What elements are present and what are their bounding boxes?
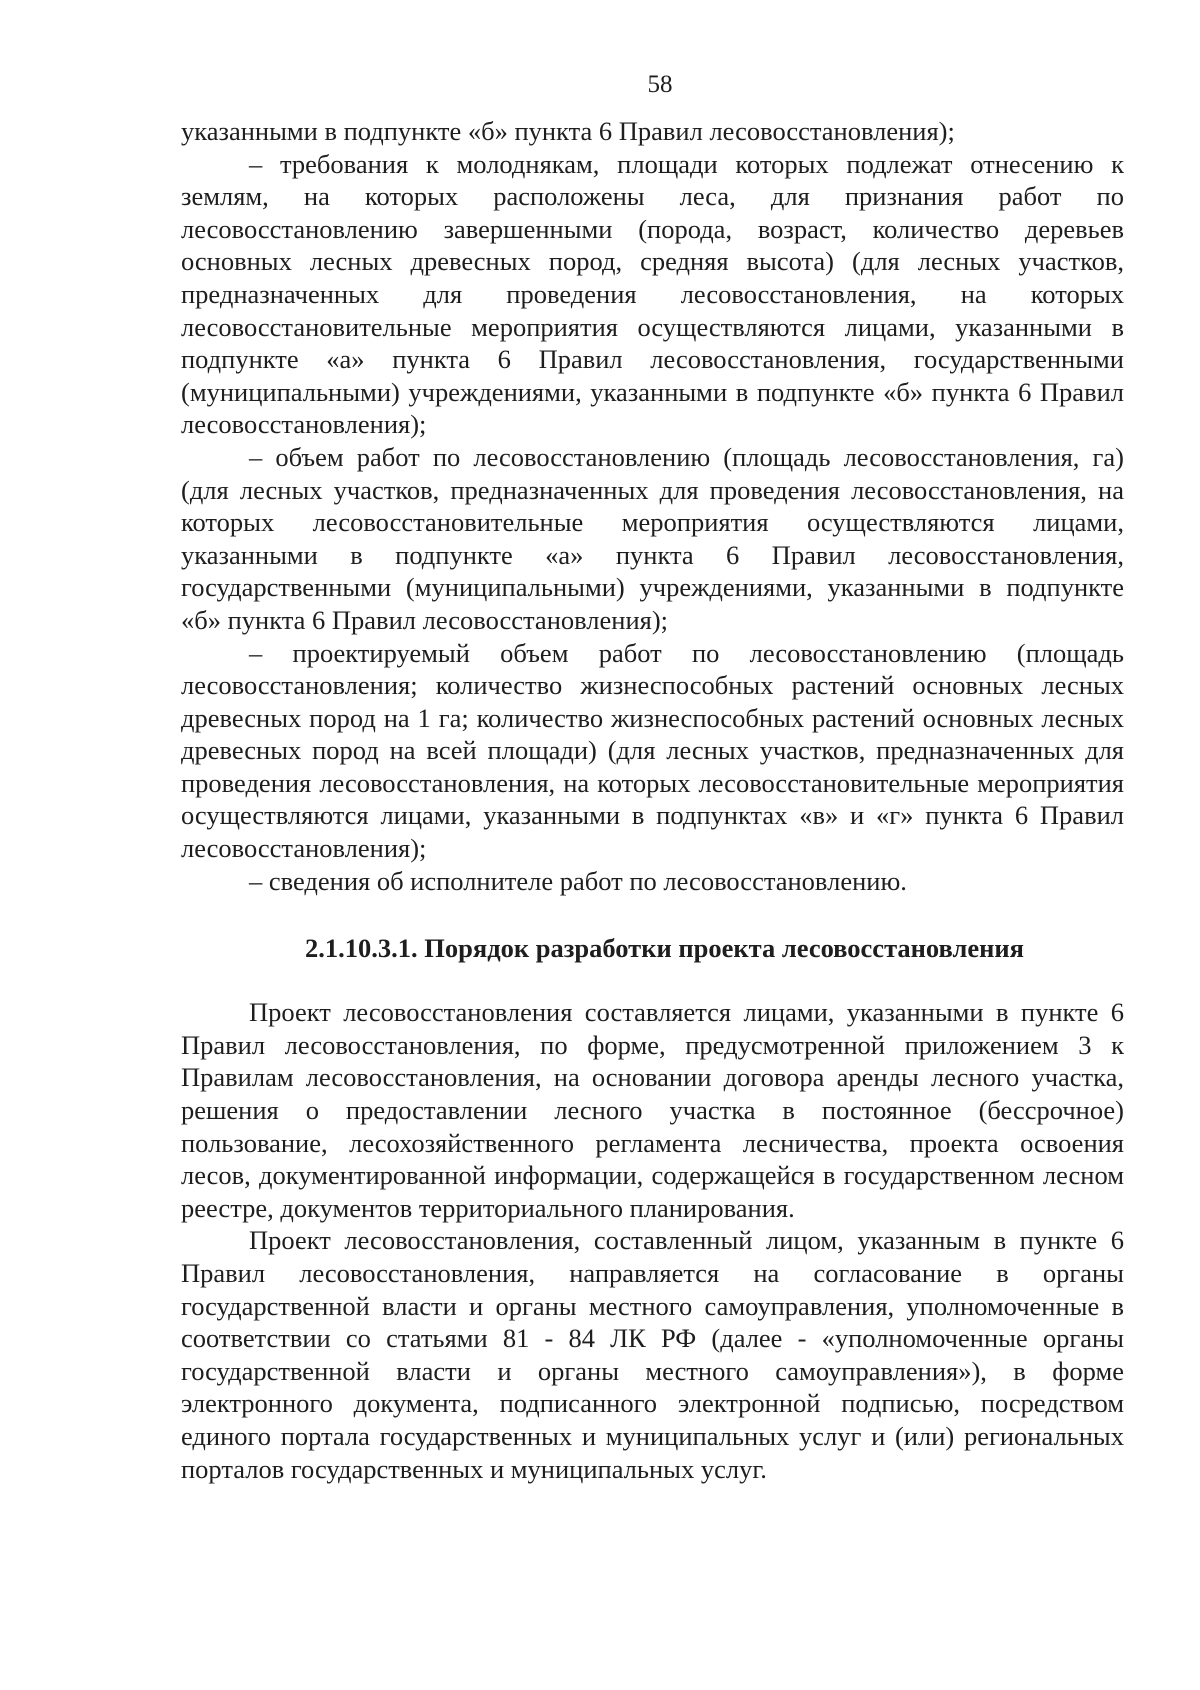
- list-item-young-stand-requirements: – требования к молоднякам, площади которых подлежат отнесению к землям, на которых расположены леса, для признания работ по лесовосстановлению завершенными (порода, возраст, количество деревьев основных лесных древесных пород, средняя высота) (для лесных участков, предназначенных для проведения лесовосстановления, на которых лесовосстановительные мероприятия осуществляются лицами, указанными в подпункте «а» пункта 6 Правил лесовосстановления, государственными (муниципальными) учреждениями, указанными в подпункте «б» пункта 6 Правил лесовосстановления);: [181, 148, 1124, 440]
- section-paragraph-drafting: Проект лесовосстановления составляется лицами, указанными в пункте 6 Правил лесовосстановления, по форме, предусмотренной приложением 3 к Правилам лесовосстановления, на основании договора аренды лесного участка, решения о предоставлении лесного участка в постоянное (бессрочное) пользование, лесохозяйственного регламента лесничества, проекта освоения лесов, документированной информации, содержащейся в государственном лесном реестре, документов территориального планирования.: [181, 997, 1124, 1223]
- list-item-work-volume: – объем работ по лесовосстановлению (площадь лесовосстановления, га) (для лесных участков, предназначенных для проведения лесовосстановления, на которых лесовосстановительные мероприятия осуществляются лицами, указанными в подпункте «а» пункта 6 Правил лесовосстановления, государственными (муниципальными) учреждениями, указанными в подпункте «б» пункта 6 Правил лесовосстановления);: [181, 441, 1124, 635]
- paragraph-continuation: указанными в подпункте «б» пункта 6 Правил лесовосстановления);: [181, 116, 955, 146]
- list-item-contractor-info: – сведения об исполнителе работ по лесовосстановлению.: [249, 865, 907, 896]
- document-body: [181, 115, 1124, 1485]
- section-heading: 2.1.10.3.1. Порядок разработки проекта лесовосстановления: [305, 933, 1024, 964]
- section-paragraph-approval: Проект лесовосстановления, составленный лицом, указанным в пункте 6 Правил лесовосстановления, направляется на согласование в органы государственной власти и органы местного самоуправления, уполномоченные в соответствии со статьями 81 - 84 ЛК РФ (далее - «уполномоченные органы государственной власти и органы местного самоуправления»), в форме электронного документа, подписанного электронной подписью, посредством единого портала государственных и муниципальных услуг и (или) региональных порталов государственных и муниципальных услуг.: [181, 1225, 1124, 1484]
- page-number: 58: [647, 71, 673, 98]
- list-item-projected-work-volume: – проектируемый объем работ по лесовосстановлению (площадь лесовосстановления; количество жизнеспособных растений основных лесных древесных пород на 1 га; количество жизнеспособных растений основных лесных древесных пород на всей площади) (для лесных участков, предназначенных для проведения лесовосстановления, на которых лесовосстановительные мероприятия осуществляются лицами, указанными в подпунктах «в» и «г» пункта 6 Правил лесовосстановления);: [181, 637, 1124, 864]
